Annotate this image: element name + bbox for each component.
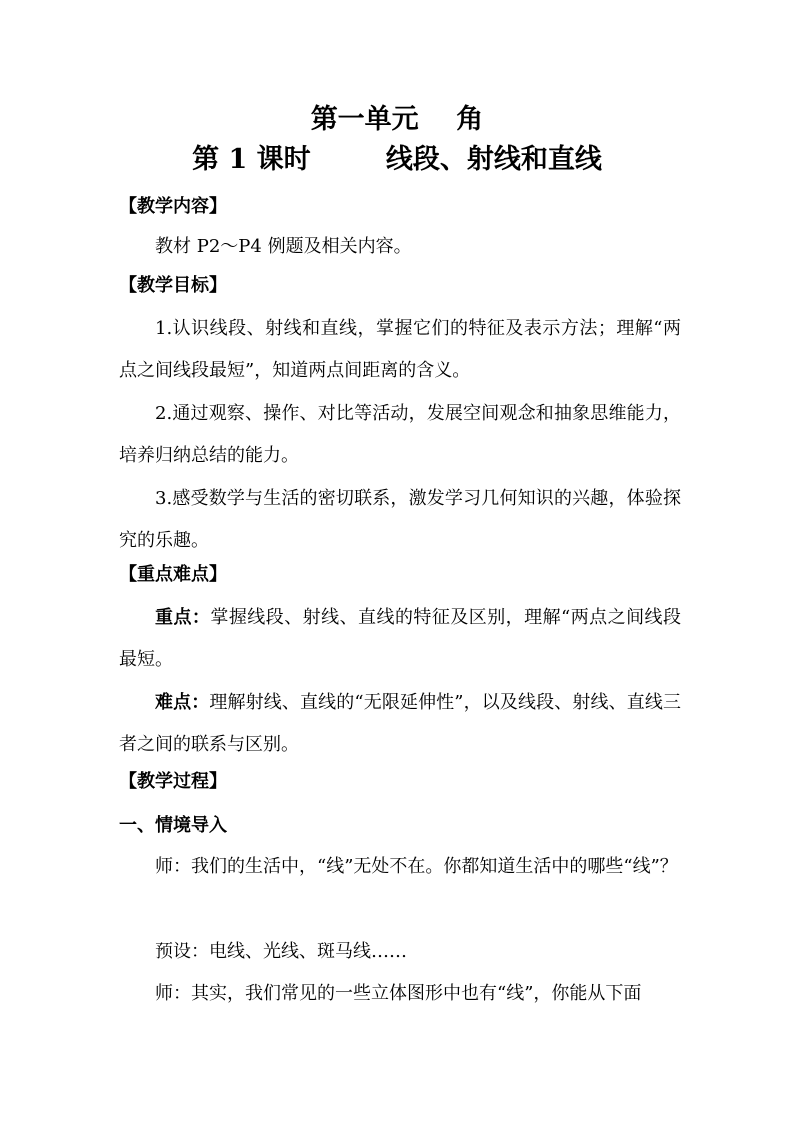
key-point-label: 重点： bbox=[155, 607, 211, 628]
key-point-paragraph bbox=[119, 597, 681, 681]
preset-paragraph: 预设：电线、光线、斑马线…… bbox=[155, 941, 407, 962]
goal-1-paragraph: 1.认识线段、射线和直线，掌握它们的特征及表示方法；理解“两点之间线段最短”，知道两点间距离的含义。 bbox=[119, 318, 681, 381]
unit-title: 第一单元 角 bbox=[310, 104, 484, 135]
difficulty-paragraph bbox=[119, 682, 681, 766]
difficulty-text: 理解射线、直线的“无限延伸性”，以及线段、射线、直线三者之间的联系与区别。 bbox=[119, 692, 681, 755]
difficulty-label: 难点： bbox=[155, 692, 210, 713]
teaching-process-heading: 【教学过程】 bbox=[119, 771, 227, 792]
key-point-text: 掌握线段、射线、直线的特征及区别，理解“两点之间线段最短。 bbox=[119, 607, 682, 670]
teaching-goals-heading: 【教学目标】 bbox=[119, 275, 227, 296]
goal-3-paragraph: 3.感受数学与生活的密切联系，激发学习几何知识的兴趣，体验探究的乐趣。 bbox=[119, 488, 681, 551]
dialog-2-paragraph: 师：其实，我们常见的一些立体图形中也有“线”，你能从下面 bbox=[155, 983, 642, 1004]
teaching-content-text: 教材 P2～P4 例题及相关内容。 bbox=[155, 236, 412, 257]
intro-section-heading: 一、情境导入 bbox=[119, 815, 227, 836]
dialog-1-paragraph: 师：我们的生活中，“线”无处不在。你都知道生活中的哪些“线”？ bbox=[155, 856, 678, 877]
key-points-heading: 【重点难点】 bbox=[119, 564, 227, 585]
lesson-title: 第 1 课时 线段、射线和直线 bbox=[192, 144, 602, 175]
teaching-content-heading: 【教学内容】 bbox=[119, 196, 227, 217]
goal-2-paragraph: 2.通过观察、操作、对比等活动，发展空间观念和抽象思维能力，培养归纳总结的能力。 bbox=[119, 403, 681, 466]
